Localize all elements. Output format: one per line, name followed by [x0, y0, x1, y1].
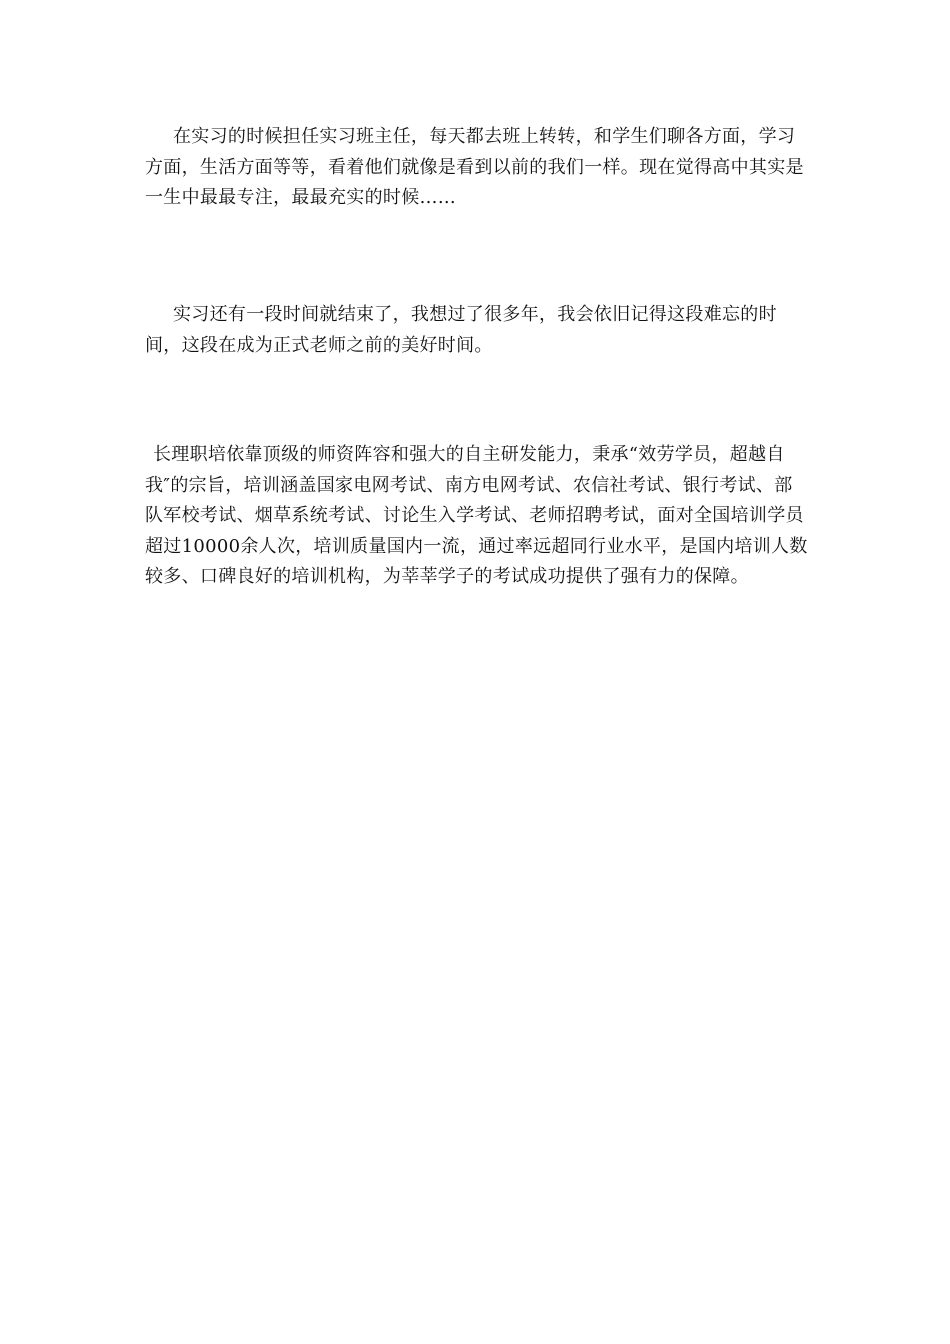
- paragraph-training-institution: 长理职培依靠顶级的师资阵容和强大的自主研发能力，秉承“效劳学员，超越自我″的宗旨，培训涵盖国家电网考试、南方电网考试、农信社考试、银行考试、部队军校考试、烟草系统考试、讨论生入学考试、老师招聘考试，面对全国培训学员超过10000余人次，培训质量国内一流，通过率远超同行业水平，是国内培训人数较多、口碑良好的培训机构，为莘莘学子的考试成功提供了强有力的保障。: [145, 444, 808, 587]
- paragraph-internship-ending: 实习还有一段时间就结束了，我想过了很多年，我会依旧记得这段难忘的时间，这段在成为正式老师之前的美好时间。: [145, 304, 777, 356]
- paragraph-internship-head-teacher: 在实习的时候担任实习班主任，每天都去班上转转，和学生们聊各方面，学习方面，生活方面等等，看着他们就像是看到以前的我们一样。现在觉得高中其实是一生中最最专注，最最充实的时候……: [145, 126, 804, 208]
